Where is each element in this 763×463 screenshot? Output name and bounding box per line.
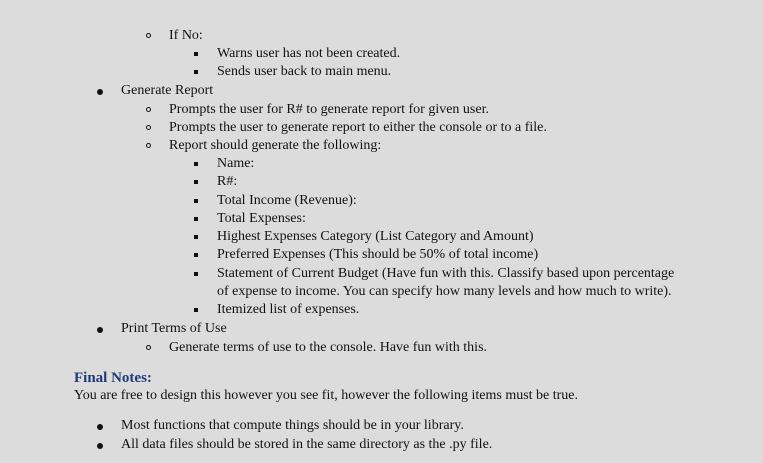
list-item: Warns user has not been created. — [217, 45, 400, 63]
list-item: Total Expenses: — [217, 210, 306, 228]
list-item: Generate Report — [121, 82, 213, 100]
list-item: If No: — [169, 27, 203, 45]
square-bullet-icon — [194, 70, 198, 74]
list-item: Itemized list of expenses. — [217, 301, 359, 319]
final-notes-intro: You are free to design this however you see fit, however the following items must be true. — [74, 388, 579, 403]
square-bullet-icon — [194, 199, 198, 203]
circle-bullet-icon — [146, 345, 151, 350]
list-item: Sends user back to main menu. — [217, 63, 391, 81]
square-bullet-icon — [194, 52, 198, 56]
list-item: Generate terms of use to the console. Have fun with this. — [169, 339, 487, 357]
list-item: Prompts the user for R# to generate report for given user. — [169, 101, 489, 119]
square-bullet-icon — [194, 272, 198, 276]
square-bullet-icon — [194, 308, 198, 312]
square-bullet-icon — [194, 180, 198, 184]
final-notes-item: Most functions that compute things should be in your library. — [121, 417, 464, 435]
list-item: Highest Expenses Category (List Category and Amount) — [217, 228, 534, 246]
list-item: Statement of Current Budget (Have fun with this. Classify based upon percentage — [217, 265, 674, 283]
final-notes-item: All data files should be stored in the same directory as the .py file. — [121, 436, 492, 454]
circle-bullet-icon — [146, 143, 151, 148]
disc-bullet-icon — [97, 443, 103, 449]
disc-bullet-icon — [97, 327, 103, 333]
final-notes-heading: Final Notes: — [74, 370, 152, 386]
circle-bullet-icon — [146, 125, 151, 130]
square-bullet-icon — [194, 217, 198, 221]
circle-bullet-icon — [146, 33, 151, 38]
disc-bullet-icon — [97, 89, 103, 95]
list-item: R#: — [217, 173, 237, 191]
square-bullet-icon — [194, 253, 198, 257]
square-bullet-icon — [194, 162, 198, 166]
circle-bullet-icon — [146, 107, 151, 112]
list-item: Name: — [217, 155, 254, 173]
list-item: Report should generate the following: — [169, 137, 381, 155]
list-item: Total Income (Revenue): — [217, 192, 357, 210]
list-item: Prompts the user to generate report to either the console or to a file. — [169, 119, 547, 137]
disc-bullet-icon — [97, 424, 103, 430]
list-item: Preferred Expenses (This should be 50% of total income) — [217, 246, 538, 264]
list-item-continuation: of expense to income. You can specify how many levels and how much to write). — [217, 284, 672, 299]
list-item: Print Terms of Use — [121, 320, 227, 338]
square-bullet-icon — [194, 235, 198, 239]
